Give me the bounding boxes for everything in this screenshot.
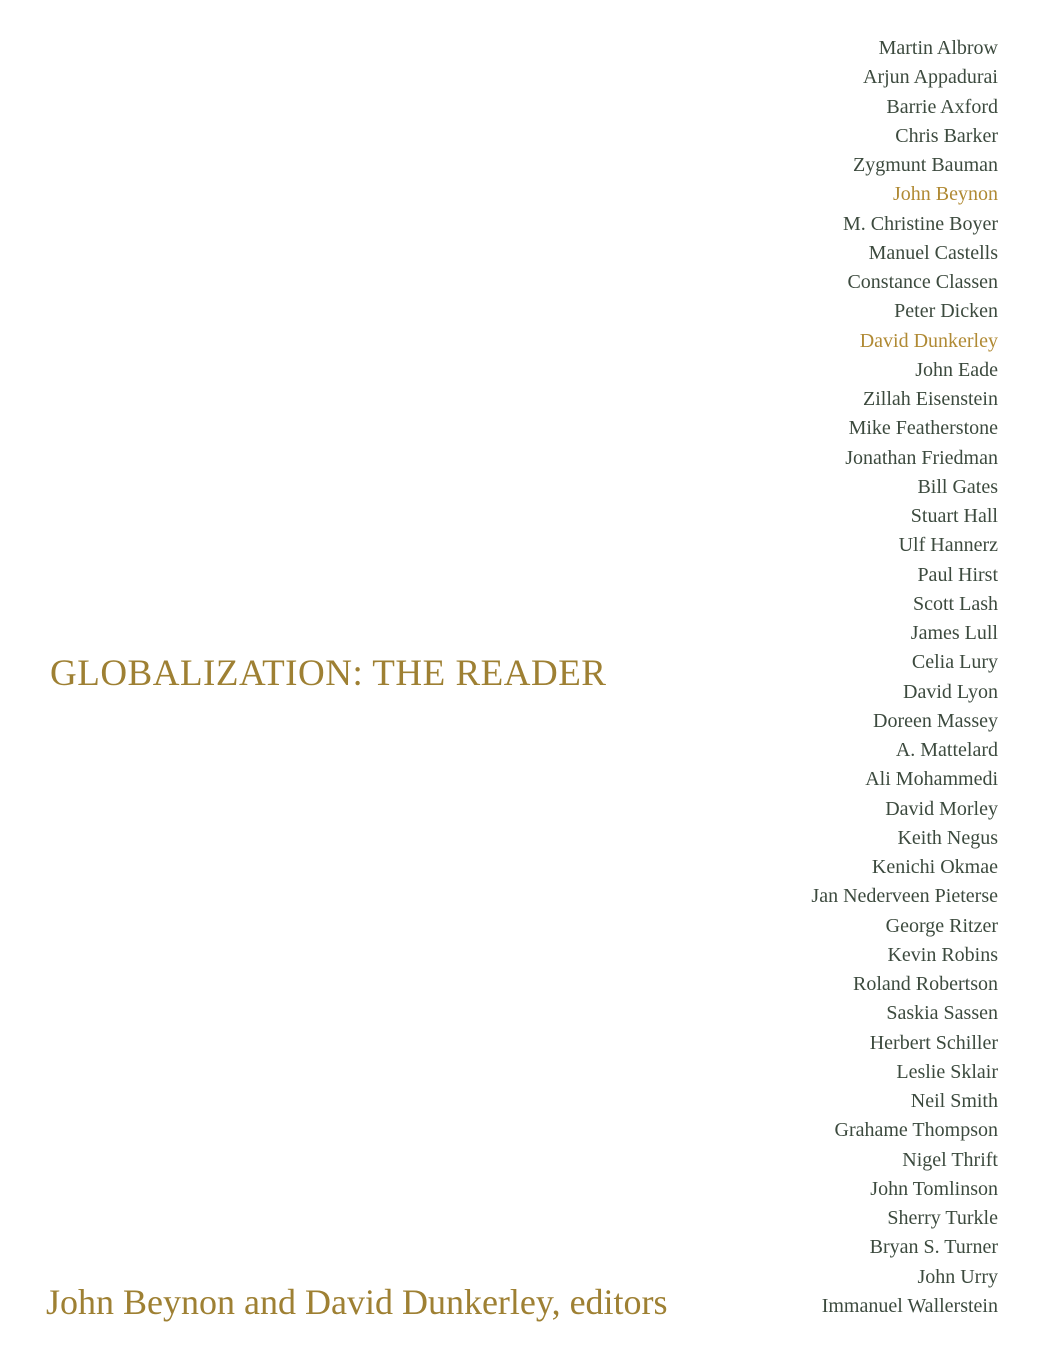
contributor-name: Celia Lury [911, 651, 998, 674]
contributor-name: James Lull [910, 622, 998, 644]
contributor-name: Doreen Massey [873, 709, 998, 732]
contributor-name: Grahame Thompson [834, 1119, 998, 1142]
contributor-list [811, 34, 998, 1321]
editors-line: John Beynon and David Dunkerley, editors [46, 1282, 668, 1322]
contributor-name: Ulf Hannerz [898, 534, 998, 557]
contributor-name-editor: David Dunkerley [859, 329, 998, 352]
contributor-name: David Lyon [903, 680, 998, 703]
contributor-name-editor: John Beynon [893, 183, 998, 206]
contributor-name: Jonathan Friedman [845, 446, 998, 469]
contributor-name: Barrie Axford [886, 95, 998, 118]
book-title: GLOBALIZATION: THE READER [50, 653, 607, 694]
contributor-name: Bill Gates [917, 475, 998, 498]
contributor-name: Zillah Eisenstein [863, 388, 998, 410]
contributor-name: Sherry Turkle [887, 1207, 998, 1229]
contributor-name: Paul Hirst [917, 563, 998, 586]
contributor-name: Kenichi Okmae [871, 856, 998, 878]
contributor-name: Zygmunt Bauman [853, 154, 998, 176]
contributor-name: Constance Classen [847, 271, 998, 293]
contributor-name: George Ritzer [885, 914, 998, 937]
contributor-name: Herbert Schiller [869, 1031, 998, 1054]
contributor-name: Scott Lash [913, 592, 998, 615]
contributor-name: Jan Nederveen Pieterse [811, 885, 998, 908]
contributor-name: Mike Featherstone [848, 417, 998, 440]
contributor-name: John Eade [915, 358, 998, 381]
contributor-name: Keith Negus [897, 826, 998, 849]
contributor-name: Nigel Thrift [902, 1148, 998, 1171]
contributor-name: Bryan S. Turner [869, 1236, 998, 1259]
contributor-name: Saskia Sassen [886, 1002, 998, 1025]
contributor-name: David Morley [885, 797, 998, 820]
contributor-name: Peter Dicken [894, 300, 998, 323]
contributor-name: Immanuel Wallerstein [821, 1294, 998, 1317]
contributor-name: M. Christine Boyer [843, 212, 998, 235]
contributor-name: Leslie Sklair [896, 1060, 998, 1083]
contributor-name: Neil Smith [910, 1090, 998, 1112]
contributor-name: Ali Mohammedi [865, 768, 998, 791]
contributor-name: Roland Robertson [853, 973, 998, 995]
contributor-name: Martin Albrow [878, 37, 998, 59]
contributor-name: A. Mattelard [895, 739, 998, 761]
contributor-name: Stuart Hall [910, 505, 998, 527]
contributor-name: John Urry [917, 1265, 998, 1288]
contributor-name: Arjun Appadurai [863, 66, 998, 89]
contributor-name: John Tomlinson [870, 1177, 998, 1200]
contributor-name: Chris Barker [895, 124, 998, 147]
contributor-name: Manuel Castells [868, 241, 998, 264]
contributor-name: Kevin Robins [887, 943, 998, 966]
